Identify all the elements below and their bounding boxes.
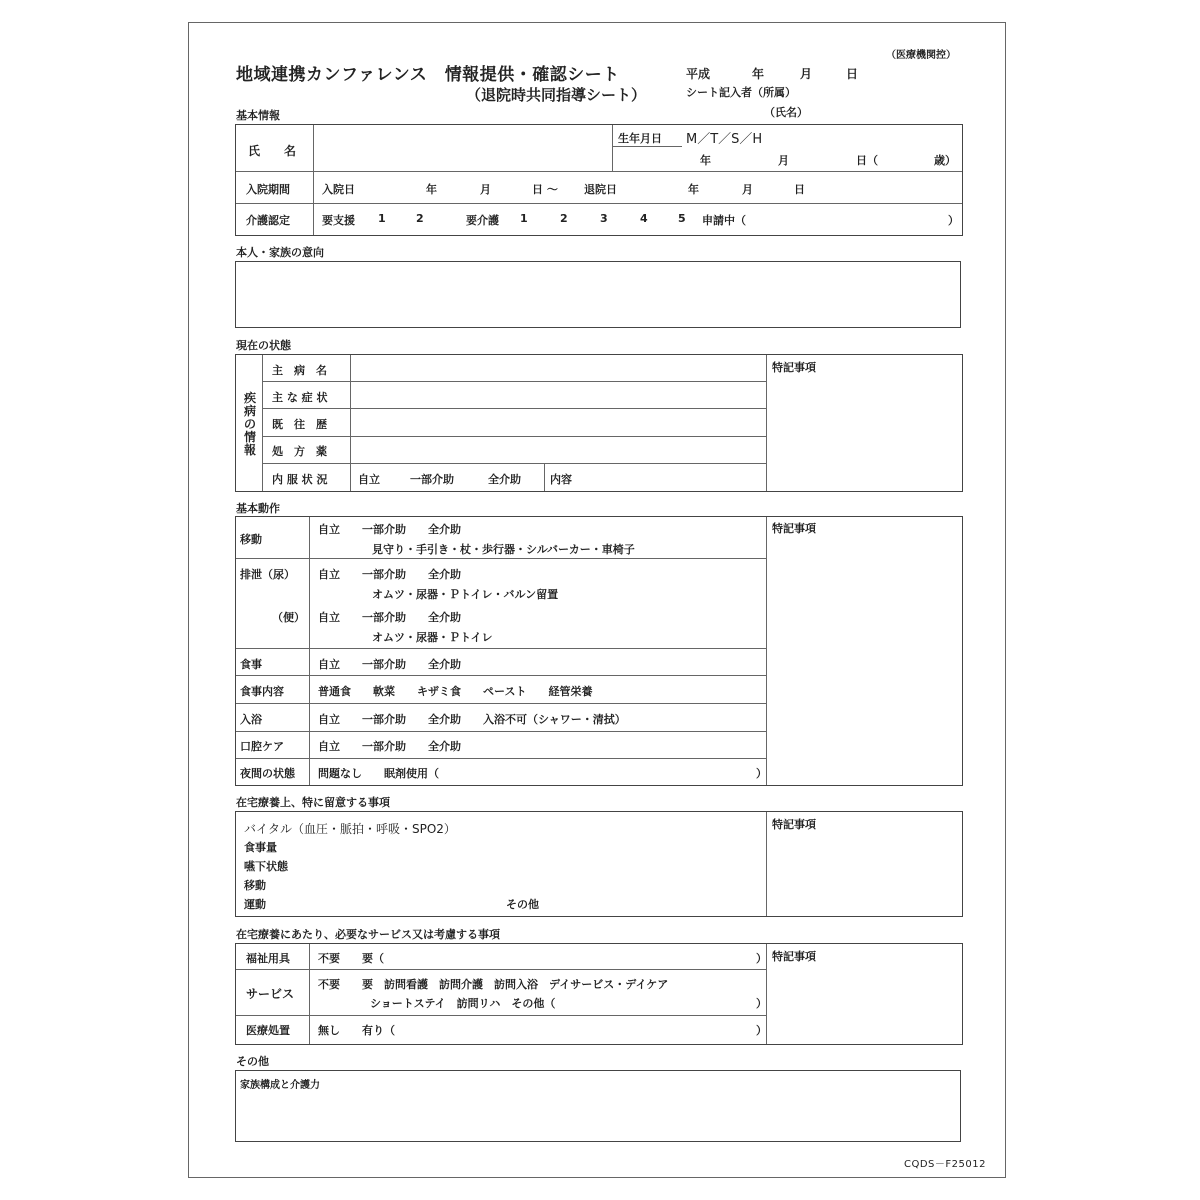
section-home-care-notes: 在宅療養上、特に留意する事項 [236, 796, 390, 809]
date-day: 日 [846, 67, 859, 81]
date-era: 平成 [686, 67, 711, 81]
main-disease-label: 主 病 名 [272, 364, 327, 377]
prescription-label: 処 方 薬 [272, 445, 327, 458]
care-5[interactable]: 5 [678, 212, 686, 225]
support-2[interactable]: 2 [416, 212, 424, 225]
writer-name-label: （氏名） [764, 106, 808, 119]
name-field[interactable] [318, 128, 608, 168]
disease-special-notes: 特記事項 [772, 361, 816, 374]
section-basic-actions: 基本動作 [236, 502, 280, 515]
service-close: ） [756, 997, 767, 1010]
section-current-status: 現在の状態 [236, 339, 291, 352]
move-aids[interactable]: 見守り・手引き・杖・歩行器・シルバーカー・車椅子 [372, 543, 635, 556]
bath-label: 入浴 [240, 713, 262, 726]
services-special-notes: 特記事項 [772, 950, 816, 963]
service-options-1[interactable]: 不要 要 訪問看護 訪問介護 訪問入浴 デイサービス・デイケア [318, 978, 669, 991]
applying-close: ） [948, 214, 959, 227]
family-label: 家族構成と介護力 [240, 1080, 320, 1091]
birth-day: 日（ [856, 154, 878, 167]
vital-label: バイタル（血圧・脈拍・呼吸・SPO2） [244, 822, 456, 836]
medication-label: 内 服 状 況 [272, 473, 328, 486]
form-subtitle: （退院時共同指導シート） [466, 86, 647, 104]
other-field[interactable] [235, 1070, 961, 1142]
admit-month: 月 [480, 183, 491, 196]
meal-label: 食事 [240, 658, 262, 671]
home-special-notes: 特記事項 [772, 818, 816, 831]
med-partial[interactable]: 一部介助 [410, 473, 454, 486]
stool-label: （便） [272, 611, 305, 624]
med-full[interactable]: 全介助 [488, 473, 521, 486]
service-label: サービス [246, 987, 295, 1001]
meal-content-options[interactable]: 普通食 軟菜 キザミ食 ペースト 経管栄養 [318, 685, 593, 698]
discharge-day: 日 [794, 183, 805, 196]
meal-content-label: 食事内容 [240, 685, 284, 698]
urine-aids[interactable]: オムツ・尿器・Ｐトイレ・バルン留置 [372, 588, 559, 601]
birth-label: 生年月日 [618, 132, 662, 145]
discharge-year: 年 [688, 183, 699, 196]
medical-label: 医療処置 [246, 1024, 290, 1037]
meal-options[interactable]: 自立 一部介助 全介助 [318, 658, 461, 671]
service-options-2[interactable]: ショートステイ 訪問リハ その他（ [370, 997, 556, 1010]
date-year: 年 [752, 67, 765, 81]
section-basic-info: 基本情報 [236, 109, 280, 122]
form-title: 地域連携カンファレンス 情報提供・確認シート [236, 65, 620, 85]
urine-options[interactable]: 自立 一部介助 全介助 [318, 568, 461, 581]
writer-label: シート記入者（所属） [686, 86, 796, 99]
actions-special-notes: 特記事項 [772, 522, 816, 535]
birth-eras[interactable]: M／T／S／H [686, 132, 763, 147]
birth-age: 歳） [934, 154, 956, 167]
home-move-label: 移動 [244, 879, 266, 892]
bath-options[interactable]: 自立 一部介助 全介助 入浴不可（シャワー・清拭） [318, 713, 626, 726]
admit-year: 年 [426, 183, 437, 196]
home-other-label: その他 [506, 898, 539, 911]
care-4[interactable]: 4 [640, 212, 648, 225]
support-label: 要支援 [322, 214, 355, 227]
current-status-table [235, 354, 963, 492]
section-services: 在宅療養にあたり、必要なサービス又は考慮する事項 [236, 928, 500, 941]
admit-day-range: 日 ～ [532, 183, 558, 196]
admit-label: 入院日 [322, 183, 355, 196]
copy-label: （医療機関控） [886, 50, 956, 61]
welfare-label: 福祉用具 [246, 952, 290, 965]
care-2[interactable]: 2 [560, 212, 568, 225]
stool-options[interactable]: 自立 一部介助 全介助 [318, 611, 461, 624]
support-1[interactable]: 1 [378, 212, 386, 225]
section-intention: 本人・家族の意向 [236, 246, 324, 259]
med-independent[interactable]: 自立 [358, 473, 380, 486]
discharge-month: 月 [742, 183, 753, 196]
discharge-label: 退院日 [584, 183, 617, 196]
footer-code: CQDS－F25012 [904, 1159, 986, 1170]
applying-label[interactable]: 申請中（ [702, 214, 746, 227]
intention-field[interactable] [235, 261, 961, 328]
birth-year: 年 [700, 154, 711, 167]
night-options[interactable]: 問題なし 眠剤使用（ [318, 767, 439, 780]
medical-close: ） [756, 1024, 767, 1037]
swallow-label: 嚥下状態 [244, 860, 288, 873]
welfare-close: ） [756, 952, 767, 965]
care-1[interactable]: 1 [520, 212, 528, 225]
welfare-options[interactable]: 不要 要（ [318, 952, 384, 965]
oral-label: 口腔ケア [240, 740, 284, 753]
medical-options[interactable]: 無し 有り（ [318, 1024, 395, 1037]
night-close: ） [756, 767, 767, 780]
history-label: 既 往 歴 [272, 418, 327, 431]
meal-amount-label: 食事量 [244, 841, 277, 854]
oral-options[interactable]: 自立 一部介助 全介助 [318, 740, 461, 753]
exercise-label: 運動 [244, 898, 266, 911]
disease-group-label: 疾病の情報 [243, 391, 256, 457]
section-other: その他 [236, 1055, 269, 1068]
care-label: 介護認定 [246, 214, 290, 227]
care-3[interactable]: 3 [600, 212, 608, 225]
night-label: 夜間の状態 [240, 767, 295, 780]
main-symptoms-label: 主 な 症 状 [272, 391, 328, 404]
stool-aids[interactable]: オムツ・尿器・Ｐトイレ [372, 631, 493, 644]
move-label: 移動 [240, 533, 262, 546]
name-label: 氏 名 [248, 144, 297, 158]
care-need-label: 要介護 [466, 214, 499, 227]
med-content-label: 内容 [550, 473, 572, 486]
excretion-label: 排泄（尿） [240, 568, 295, 581]
date-month: 月 [800, 67, 813, 81]
stay-label: 入院期間 [246, 183, 290, 196]
birth-month: 月 [778, 154, 789, 167]
move-options[interactable]: 自立 一部介助 全介助 [318, 523, 461, 536]
